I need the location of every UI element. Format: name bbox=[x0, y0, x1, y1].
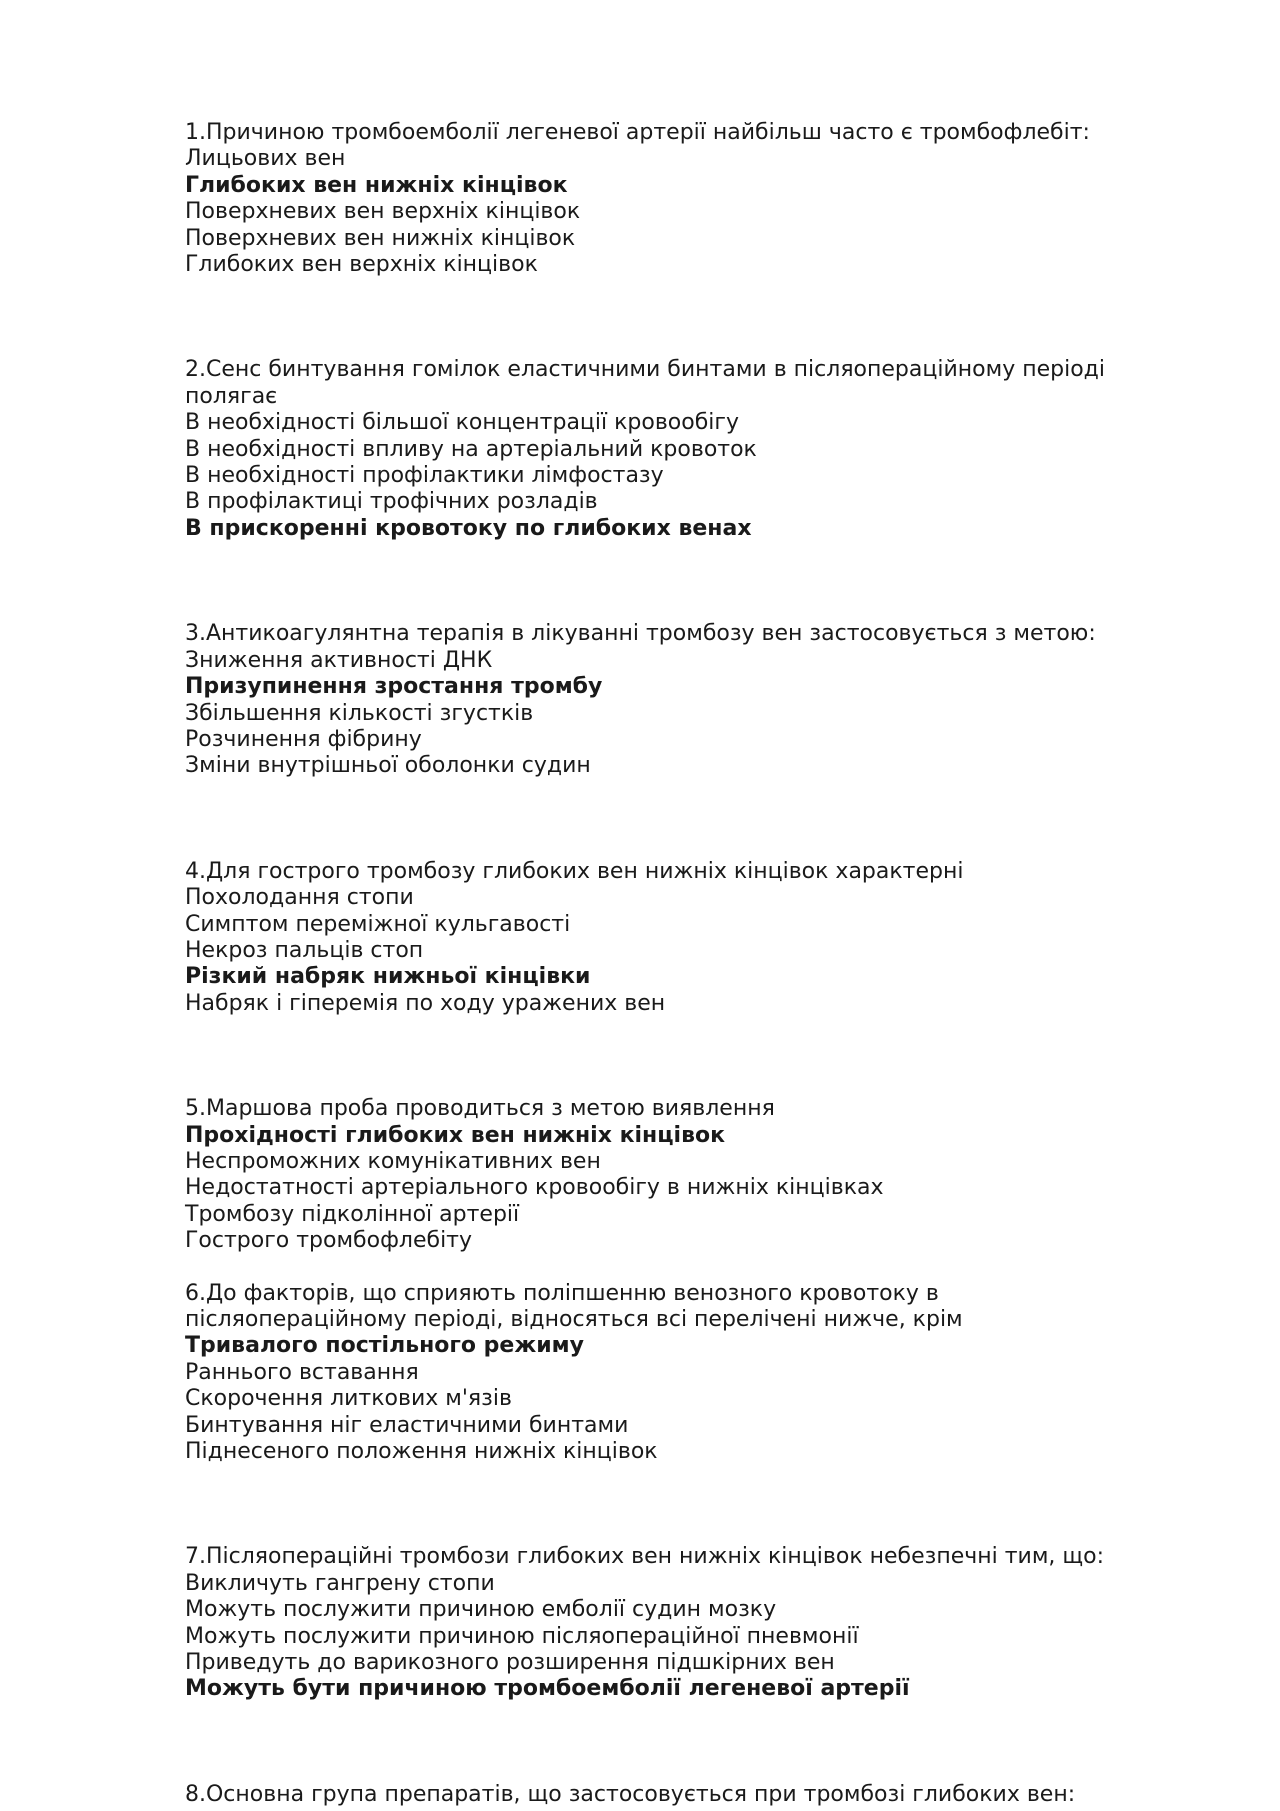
answer-option: Піднесеного положення нижніх кінцівок bbox=[185, 1439, 658, 1465]
answer-option: Скорочення литкових м'язів bbox=[185, 1386, 512, 1412]
spacer bbox=[185, 1017, 1145, 1096]
spacer bbox=[185, 780, 1145, 859]
question-text: 6.До факторів, що сприяють поліпшенню венозного кровотоку в післяопераційному періоді, відносяться всі перелічені нижче, крім bbox=[185, 1280, 963, 1332]
answer-option: Некроз пальців стоп bbox=[185, 937, 424, 963]
answer-option: Недостатності артеріального кровообігу в нижніх кінцівках bbox=[185, 1175, 884, 1201]
answer-option: Поверхневих вен верхніх кінцівок bbox=[185, 199, 581, 225]
question-text: 3.Антикоагулянтна терапія в лікуванні тромбозу вен застосовується з метою: bbox=[185, 621, 1096, 647]
document-page bbox=[185, 120, 1145, 1808]
question-7 bbox=[185, 1544, 1145, 1702]
question-4 bbox=[185, 859, 1145, 1017]
question-text: 1.Причиною тромбоемболії легеневої артерії найбільш часто є тромбофлебіт: bbox=[185, 120, 1090, 145]
spacer bbox=[185, 542, 1145, 621]
answer-option-correct: Можуть бути причиною тромбоемболії легеневої артерії bbox=[185, 1676, 910, 1702]
answer-option-correct: Тривалого постільного режиму bbox=[185, 1333, 584, 1359]
question-2 bbox=[185, 357, 1145, 542]
answer-option: Зниження активності ДНК bbox=[185, 647, 493, 673]
answer-option: Симптом переміжної кульгавості bbox=[185, 911, 571, 937]
spacer bbox=[185, 1255, 1145, 1281]
answer-option: Тромбозу підколінної артерії bbox=[185, 1201, 520, 1227]
question-3 bbox=[185, 621, 1145, 779]
answer-option-correct: Різкий набряк нижньої кінцівки bbox=[185, 964, 591, 990]
answer-option: Можуть послужити причиною післяопераційної пневмонії bbox=[185, 1623, 859, 1649]
answer-option: Бинтування ніг еластичними бинтами bbox=[185, 1412, 629, 1438]
question-6 bbox=[185, 1281, 1145, 1466]
answer-option-correct: Глибоких вен нижніх кінцівок bbox=[185, 172, 568, 198]
answer-option: Поверхневих вен нижніх кінцівок bbox=[185, 225, 576, 251]
answer-option: Неспроможних комунікативних вен bbox=[185, 1148, 601, 1174]
question-1 bbox=[185, 120, 1145, 278]
answer-option: Збільшення кількості згустків bbox=[185, 700, 534, 726]
answer-option: В необхідності впливу на артеріальний кровоток bbox=[185, 436, 757, 462]
question-text: 8.Основна група препаратів, що застосовується при тромбозі глибоких вен: bbox=[185, 1781, 1076, 1807]
spacer bbox=[185, 1703, 1145, 1782]
question-5 bbox=[185, 1096, 1145, 1254]
question-text: 2.Сенс бинтування гомілок еластичними бинтами в післяопераційному періоді полягає bbox=[185, 357, 1105, 409]
answer-option: Можуть послужити причиною емболії судин мозку bbox=[185, 1597, 777, 1623]
answer-option: В профілактиці трофічних розладів bbox=[185, 489, 598, 515]
answer-option: Викличуть гангрену стопи bbox=[185, 1570, 495, 1596]
answer-option: Розчинення фібрину bbox=[185, 726, 422, 752]
answer-option: Зміни внутрішньої оболонки судин bbox=[185, 753, 591, 779]
question-text: 4.Для гострого тромбозу глибоких вен нижніх кінцівок характерні bbox=[185, 858, 964, 884]
answer-option-correct: В прискоренні кровотоку по глибоких венах bbox=[185, 515, 752, 541]
answer-option: Гострого тромбофлебіту bbox=[185, 1228, 473, 1254]
question-text: 7.Післяопераційні тромбози глибоких вен нижніх кінцівок небезпечні тим, що: bbox=[185, 1544, 1105, 1570]
answer-option-correct: Прохідності глибоких вен нижніх кінцівок bbox=[185, 1122, 726, 1148]
answer-option: Приведуть до варикозного розширення підшкірних вен bbox=[185, 1650, 835, 1676]
question-8 bbox=[185, 1782, 1145, 1808]
answer-option: Раннього вставання bbox=[185, 1359, 419, 1385]
spacer bbox=[185, 278, 1145, 357]
spacer bbox=[185, 1465, 1145, 1544]
answer-option: В необхідності профілактики лімфостазу bbox=[185, 463, 664, 489]
answer-option: В необхідності більшої концентрації кровообігу bbox=[185, 410, 739, 436]
answer-option: Набряк і гіперемія по ходу уражених вен bbox=[185, 990, 666, 1016]
question-text: 5.Маршова проба проводиться з метою виявлення bbox=[185, 1096, 775, 1122]
answer-option: Похолодання стопи bbox=[185, 885, 414, 911]
answer-option-correct: Призупинення зростання тромбу bbox=[185, 674, 603, 700]
answer-option: Лицьових вен bbox=[185, 146, 346, 172]
answer-option: Глибоких вен верхніх кінцівок bbox=[185, 252, 538, 278]
